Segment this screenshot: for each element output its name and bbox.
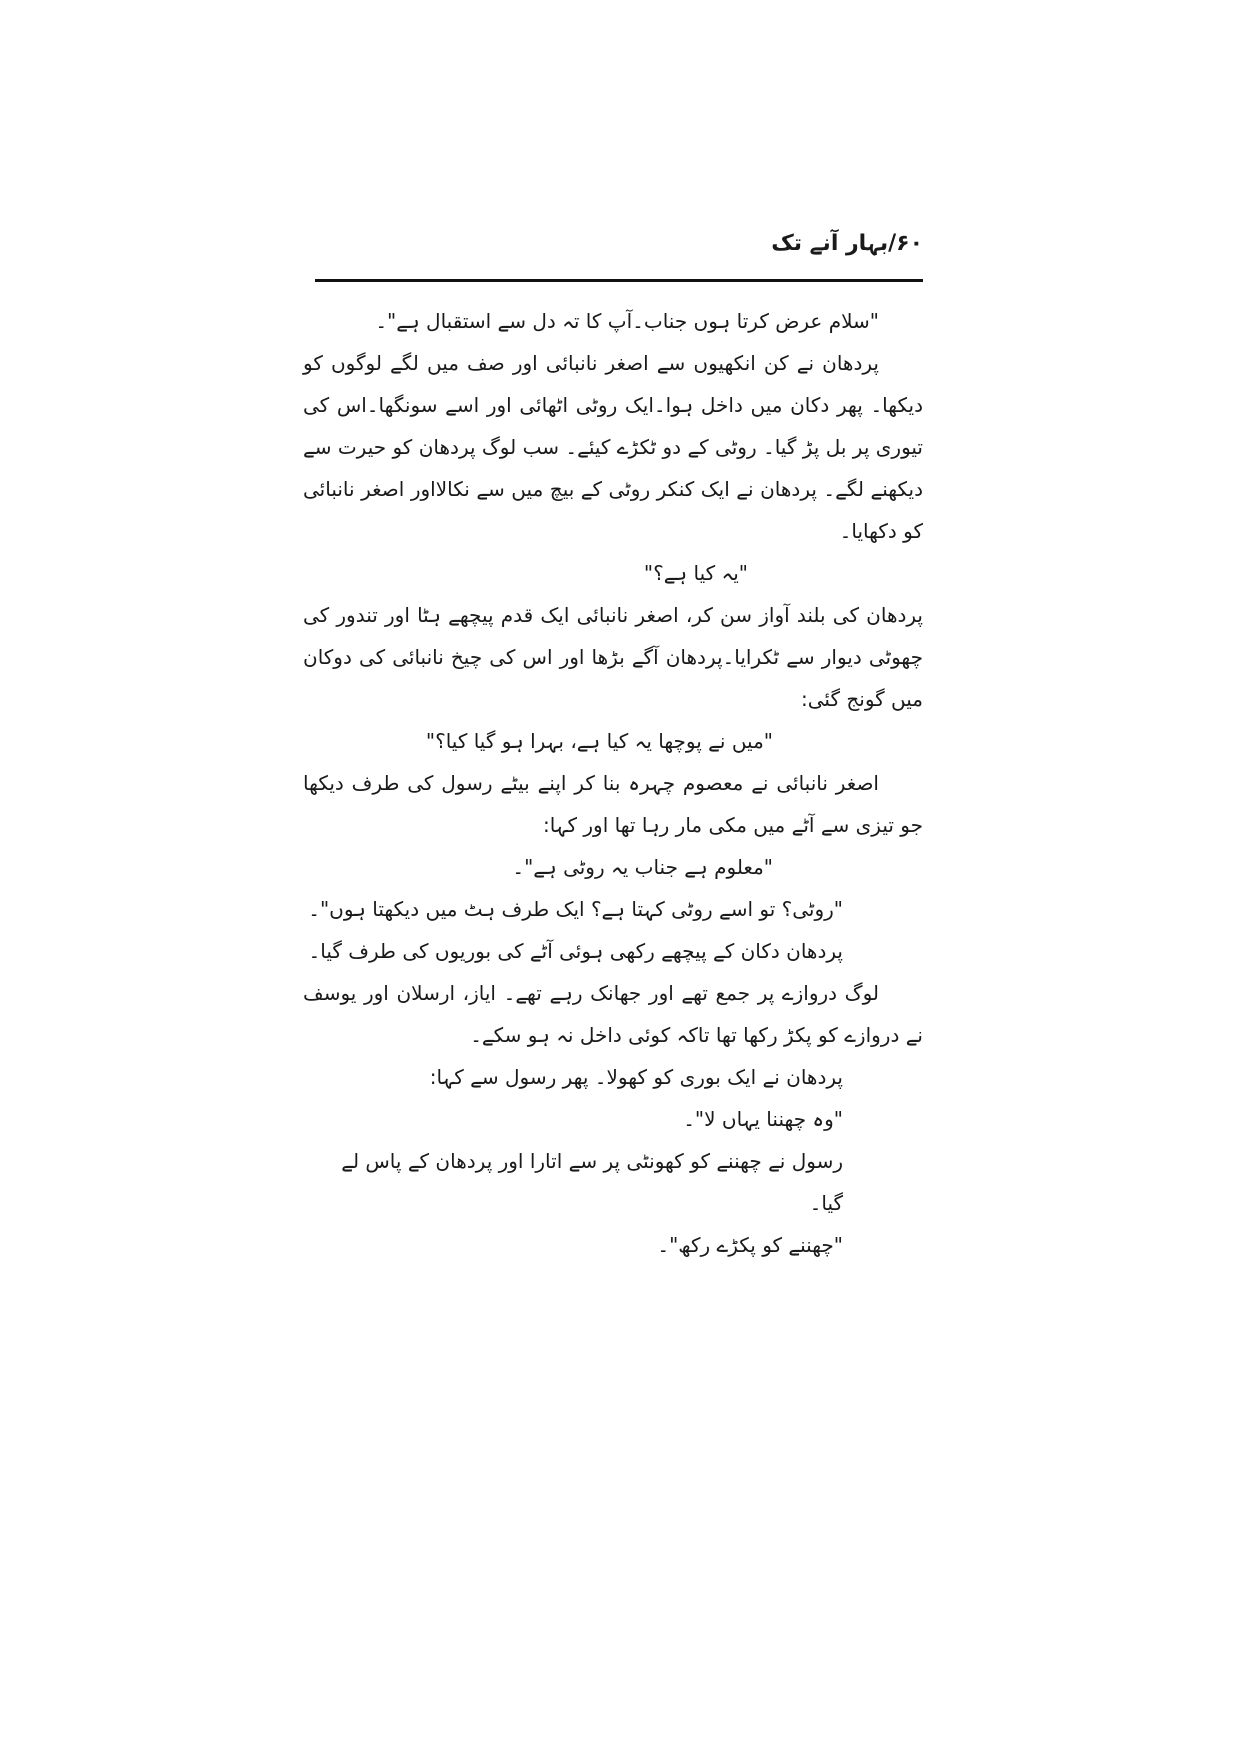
paragraph: اصغر نانبائی نے معصوم چہرہ بنا کر اپنے بیٹے رسول کی طرف دیکھا جو تیزی سے آٹے میں مکی مار رہا تھا اور کہا:: [303, 771, 923, 837]
paragraph: پردھان دکان کے پیچھے رکھی ہوئی آٹے کی بوریوں کی طرف گیا۔: [308, 939, 843, 963]
running-head: [315, 228, 923, 282]
body-text: [303, 300, 923, 1266]
page-number-and-title: ۶۰/بہار آنے تک: [771, 231, 923, 256]
paragraph: "روٹی؟ تو اسے روٹی کہتا ہے؟ ایک طرف ہٹ میں دیکھتا ہوں"۔: [308, 897, 843, 921]
paragraph: پردھان نے ایک بوری کو کھولا۔ پھر رسول سے کہا:: [429, 1065, 843, 1089]
paragraph: لوگ دروازے پر جمع تھے اور جھانک رہے تھے۔ ایاز، ارسلان اور یوسف نے دروازے کو پکڑ رکھا تھا تاکہ کوئی داخل نہ ہو سکے۔: [303, 981, 923, 1047]
paragraph: "یہ کیا ہے؟": [643, 561, 748, 585]
paragraph: پردھان نے کن انکھیوں سے اصغر نانبائی اور صف میں لگے لوگوں کو دیکھا۔ پھر دکان میں داخل ہوا۔ایک روٹی اٹھائی اور اسے سونگھا۔اس کی تیوری پر بل پڑ گیا۔ روٹی کے دو ٹکڑے کیئے۔ سب لوگ پردھان کو حیرت سے دیکھنے لگے۔ پردھان نے ایک کنکر روٹی کے بیچ میں سے نکالااور اصغر نانبائی کو دکھایا۔: [303, 351, 923, 543]
paragraph: "وہ چھننا یہاں لا"۔: [683, 1107, 843, 1131]
paragraph: "معلوم ہے جناب یہ روٹی ہے"۔: [512, 855, 773, 879]
paragraph: "چھننے کو پکڑے رکھ"۔: [657, 1233, 843, 1257]
paragraph: "میں نے پوچھا یہ کیا ہے، بہرا ہو گیا کیا؟": [425, 729, 773, 753]
paragraph: رسول نے چھننے کو کھونٹی پر سے اتارا اور پردھان کے پاس لے گیا۔: [341, 1149, 843, 1215]
paragraph: "سلام عرض کرتا ہوں جناب۔آپ کا تہ دل سے استقبال ہے"۔: [375, 309, 879, 333]
paragraph: پردھان کی بلند آواز سن کر، اصغر نانبائی ایک قدم پیچھے ہٹا اور تندور کی چھوٹی دیوار سے ٹکرایا۔پردھان آگے بڑھا اور اس کی چیخ نانبائی کی دوکان میں گونج گئی:: [303, 603, 923, 711]
